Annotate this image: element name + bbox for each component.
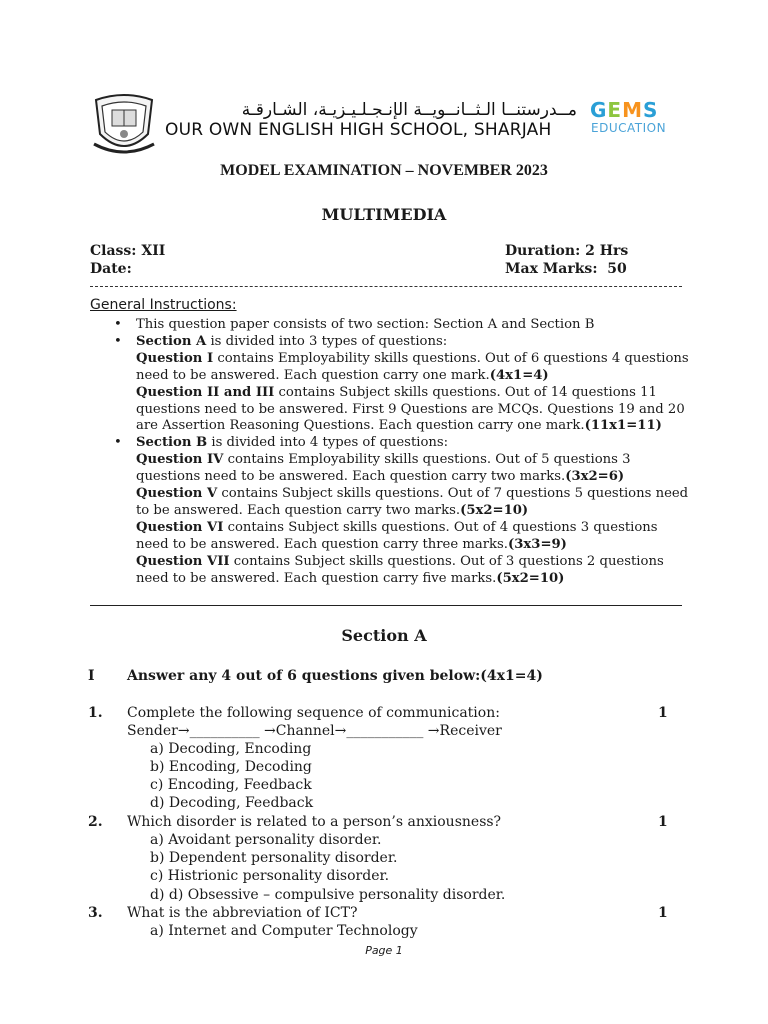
option-item: b) Encoding, Decoding — [150, 759, 312, 775]
option-item: a) Internet and Computer Technology — [150, 923, 418, 939]
question-number: 3. — [88, 905, 103, 921]
part-number: I — [88, 668, 95, 684]
duration-label: Duration: 2 Hrs — [505, 243, 629, 259]
section-title: Section A — [341, 626, 427, 645]
option-item: d) Decoding, Feedback — [150, 795, 314, 811]
school-name-arabic: مــدرستنــا الـثــانــويــة الإنـجـلـيـزيـة، الشـارقـة — [241, 100, 577, 120]
instruction-bullet: • Section A is divided into 3 types of questions: Question I contains Employability skills questions. Out of 6 questions 4 questions need to be answered. Each question carry one mark.(4x1=4) Question II and III contains Subject skills questions. Out of 14 questions 11 questions need to be answered. First 9 Questions are MCQs. Questions 19 and 20 are Assertion Reasoning Questions. Each question carry one mark.(11x1=11) — [112, 334, 692, 435]
question-text: Complete the following sequence of communication: — [127, 705, 500, 721]
school-crest-logo — [88, 92, 160, 160]
section-divider — [90, 605, 682, 606]
part-heading: Answer any 4 out of 6 questions given below:(4x1=4) — [127, 668, 543, 684]
subject-title: MULTIMEDIA — [321, 205, 447, 224]
option-item: d) d) Obsessive – compulsive personality disorder. — [150, 887, 506, 903]
question-text: Which disorder is related to a person’s anxiousness? — [127, 814, 502, 830]
date-label: Date: — [90, 261, 132, 277]
question-number: 2. — [88, 814, 103, 830]
option-item: a) Avoidant personality disorder. — [150, 832, 382, 848]
question-text: What is the abbreviation of ICT? — [127, 905, 358, 921]
exam-title: MODEL EXAMINATION – NOVEMBER 2023 — [220, 162, 548, 179]
question-marks: 1 — [658, 705, 668, 721]
instructions-heading: General Instructions: — [90, 297, 237, 313]
question-marks: 1 — [658, 814, 668, 830]
gems-logo: GEMS — [590, 98, 659, 122]
gems-education-label: EDUCATION — [591, 121, 667, 135]
option-item: a) Decoding, Encoding — [150, 741, 312, 757]
option-item: c) Encoding, Feedback — [150, 777, 312, 793]
class-label: Class: XII — [90, 243, 166, 259]
option-item: b) Dependent personality disorder. — [150, 850, 398, 866]
question-number: 1. — [88, 705, 103, 721]
question-sequence-line: Sender→__________ →Channel→___________ →Receiver — [127, 723, 502, 739]
header-divider — [90, 286, 682, 287]
school-name: OUR OWN ENGLISH HIGH SCHOOL, SHARJAH — [165, 120, 552, 140]
instruction-bullet: • This question paper consists of two section: Section A and Section B — [112, 317, 692, 334]
max-marks-label: Max Marks: 50 — [505, 261, 627, 277]
option-item: c) Histrionic personality disorder. — [150, 868, 390, 884]
question-marks: 1 — [658, 905, 668, 921]
instruction-bullet: • Section B is divided into 4 types of questions: Question IV contains Employability skills questions. Out of 5 questions 3 questions need to be answered. Each question carry two marks.(3x2=6) Question V contains Subject skills questions. Out of 7 questions 5 questions need to be answered. Each question carry two marks.(5x2=10) Question VI contains Subject skills questions. Out of 4 questions 3 questions need to be answered. Each question carry three marks.(3x3=9) Question VII contains Subject skills questions. Out of 3 questions 2 questions need to be answered. Each question carry five marks.(5x2=10) — [112, 435, 692, 587]
page-number: Page 1 — [365, 944, 403, 957]
instructions-list — [112, 317, 692, 588]
